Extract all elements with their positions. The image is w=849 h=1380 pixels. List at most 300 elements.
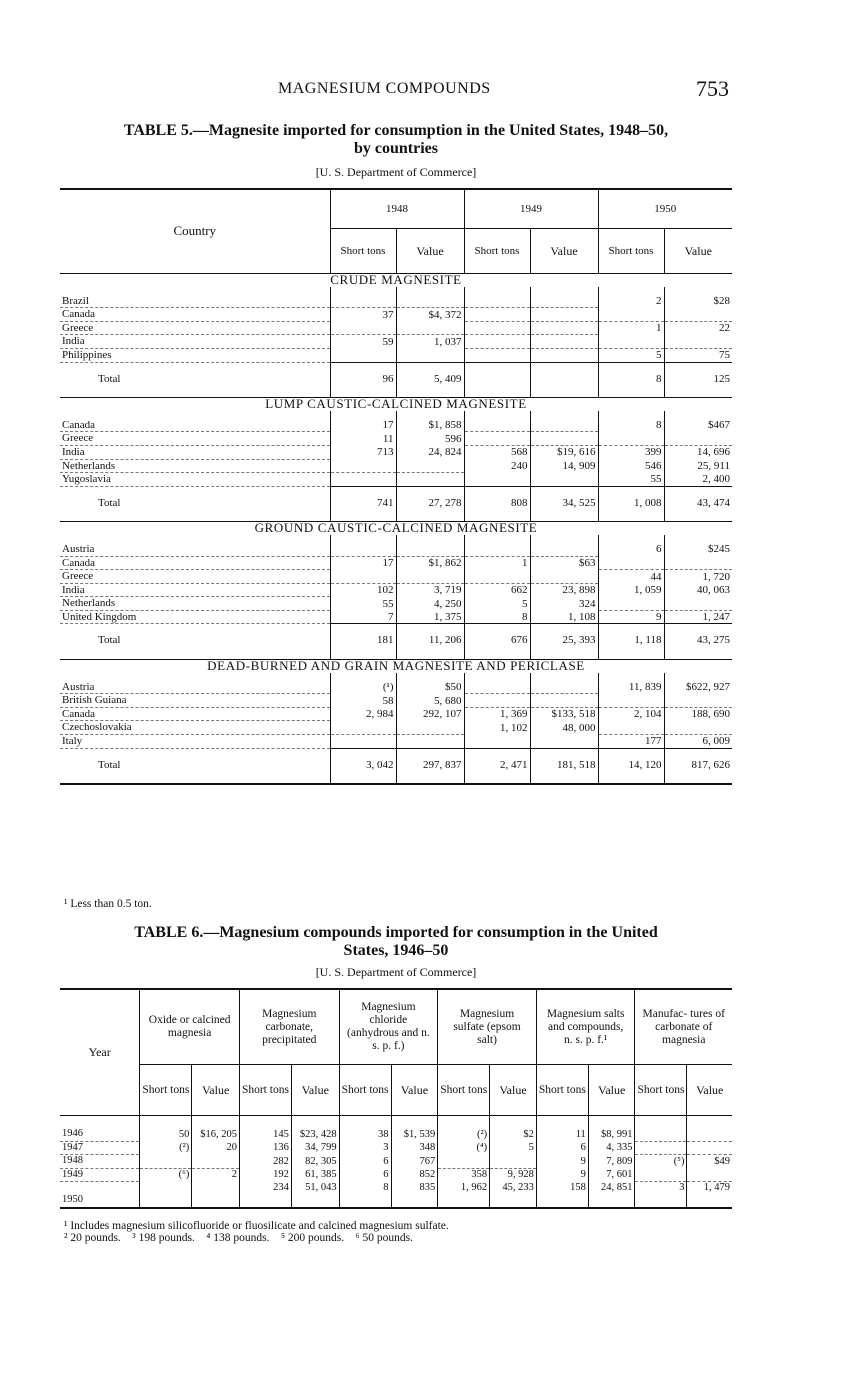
table6-cell: 7, 809 [588, 1155, 635, 1169]
table6-cell [687, 1116, 732, 1142]
table5-country: India [60, 335, 330, 349]
table5-total-label: Total [98, 634, 121, 647]
table5-cell [530, 287, 598, 308]
table6-cell: 9 [536, 1155, 588, 1169]
table5-cell: $28 [664, 287, 732, 308]
table6-col-value: Value [687, 1065, 732, 1116]
table6-cell: 61, 385 [291, 1168, 339, 1182]
table5-total-cell: 2, 471 [464, 748, 530, 784]
table5-total-cell: 808 [464, 486, 530, 522]
table5-cell: $467 [664, 411, 732, 432]
table6-cell: (²) [140, 1141, 192, 1155]
table5-cell: 4, 250 [396, 597, 464, 611]
table5-total-cell: 43, 275 [664, 624, 732, 660]
table5-cell: (¹) [330, 673, 396, 694]
table6-cell: 192 [239, 1168, 291, 1182]
table6-cell: 1, 962 [438, 1182, 490, 1208]
table5-total-cell: 817, 626 [664, 748, 732, 784]
table6-cell: (⁵) [635, 1155, 687, 1169]
table5-cell: 324 [530, 597, 598, 611]
table6-col-value: Value [588, 1065, 635, 1116]
table5-cell: 75 [664, 348, 732, 362]
table5-cell: 5, 680 [396, 694, 464, 708]
table5-cell [598, 335, 664, 349]
table5-cell: 17 [330, 411, 396, 432]
table5-title [60, 122, 732, 158]
table5-cell [464, 321, 530, 335]
table5-country: Austria [60, 673, 330, 694]
table5-total-cell: 181 [330, 624, 396, 660]
table5-country: British Guiana [60, 694, 330, 708]
table5-total-cell: 181, 518 [530, 748, 598, 784]
table5-cell: 40, 063 [664, 583, 732, 597]
table5-cell: 102 [330, 583, 396, 597]
table5-country: Greece [60, 432, 330, 446]
table6-cell: 835 [391, 1182, 438, 1208]
table5-total-cell: 96 [330, 362, 396, 398]
table5-cell [598, 308, 664, 322]
table5-total-cell: 5, 409 [396, 362, 464, 398]
table5-cell [330, 473, 396, 487]
table5-total-row [60, 748, 732, 784]
table6-cell: 9 [536, 1168, 588, 1182]
table5-cell: 1, 720 [664, 570, 732, 584]
table5-cell [464, 673, 530, 694]
table6-col-short-tons: Short tons [635, 1065, 687, 1116]
table6-cell: 282 [239, 1155, 291, 1169]
table5-cell [530, 570, 598, 584]
table5-cell: 17 [330, 556, 396, 570]
table5-cell [330, 459, 396, 473]
table5-cell: 1, 247 [664, 610, 732, 624]
table5-cell: 1, 102 [464, 721, 530, 735]
table5-cell: 8 [464, 610, 530, 624]
table-row [60, 735, 732, 749]
table6-footnote-2: ² 20 pounds. ³ 198 pounds. ⁴ 138 pounds. ⁵ 200 pounds. ⁶ 50 pounds. [64, 1232, 413, 1244]
table5-cell: 240 [464, 459, 530, 473]
table6-cell: $2 [490, 1116, 537, 1142]
table5-country: Italy [60, 735, 330, 749]
table-row [60, 287, 732, 308]
table6-cell: 6 [339, 1168, 391, 1182]
table6-cell [635, 1116, 687, 1142]
table5-cell: $1, 858 [396, 411, 464, 432]
table5-total-cell: 8 [598, 362, 664, 398]
table6-year: 1948 [60, 1155, 140, 1169]
table6-cell [490, 1155, 537, 1169]
table5-country: United Kingdom [60, 610, 330, 624]
table6-cell: 1, 479 [687, 1182, 732, 1208]
table5-cell: 11, 839 [598, 673, 664, 694]
table6-cell: (⁴) [438, 1141, 490, 1155]
table5-cell: $1, 862 [396, 556, 464, 570]
table-row [60, 1182, 732, 1208]
table5-cell [396, 459, 464, 473]
table-row [60, 445, 732, 459]
table6-col-year: Year [60, 989, 140, 1116]
table5-cell: 399 [598, 445, 664, 459]
table6-source: [U. S. Department of Commerce] [315, 965, 477, 979]
table5-title-line1: TABLE 5.—Magnesite imported for consumption in the United States, 1948–50, [123, 122, 669, 139]
table5-cell: 713 [330, 445, 396, 459]
table5-country: Philippines [60, 348, 330, 362]
table5-total-cell: 741 [330, 486, 396, 522]
table6-cell: 24, 851 [588, 1182, 635, 1208]
table5-cell [330, 348, 396, 362]
table6-title-line1: TABLE 6.—Magnesium compounds imported for consumption in the United [134, 924, 658, 941]
table5-cell: 546 [598, 459, 664, 473]
table5-cell [530, 673, 598, 694]
table5-total-cell: 14, 120 [598, 748, 664, 784]
table5-cell: 14, 909 [530, 459, 598, 473]
table5-cell: 3, 719 [396, 583, 464, 597]
table5-country: Canada [60, 308, 330, 322]
table6-group-header: Magnesium chloride (anhydrous and n. s. p. f.) [339, 989, 438, 1065]
table5-country: Canada [60, 556, 330, 570]
table5-cell: 44 [598, 570, 664, 584]
table6-cell [635, 1168, 687, 1182]
table5-total-cell: 25, 393 [530, 624, 598, 660]
table6-cell [687, 1141, 732, 1155]
table5-total-cell: 43, 474 [664, 486, 732, 522]
table5-year-1949: 1949 [464, 189, 598, 229]
table5-cell [530, 321, 598, 335]
table5-cell: 1, 037 [396, 335, 464, 349]
table-row [60, 348, 732, 362]
table5-cell [464, 535, 530, 556]
table-row [60, 432, 732, 446]
table6-cell: 82, 305 [291, 1155, 339, 1169]
table6-group-header: Magnesium sulfate (epsom salt) [438, 989, 537, 1065]
table6-cell: 50 [140, 1116, 192, 1142]
table6-cell: 348 [391, 1141, 438, 1155]
table6-cell: 11 [536, 1116, 588, 1142]
table5-cell [464, 473, 530, 487]
table5-cell [664, 308, 732, 322]
table5-cell [464, 335, 530, 349]
table-row [60, 459, 732, 473]
table5-cell: 188, 690 [664, 707, 732, 721]
table6-cell: 4, 335 [588, 1141, 635, 1155]
table5-country: Austria [60, 535, 330, 556]
table6-cell: 51, 043 [291, 1182, 339, 1208]
table5-cell [464, 308, 530, 322]
table6-cell: 7, 601 [588, 1168, 635, 1182]
table5-cell [530, 694, 598, 708]
table-row [60, 597, 732, 611]
table6-year: 1950 [60, 1182, 140, 1208]
table5-cell: 55 [598, 473, 664, 487]
table5-col-short-tons: Short tons [464, 229, 530, 274]
table5-country: Czechoslovakia [60, 721, 330, 735]
table6-cell: 852 [391, 1168, 438, 1182]
table6-cell: 34, 799 [291, 1141, 339, 1155]
table6-col-short-tons: Short tons [239, 1065, 291, 1116]
table5-source: [U. S. Department of Commerce] [315, 165, 477, 179]
table6-cell: $49 [687, 1155, 732, 1169]
table-row [60, 1168, 732, 1182]
table5-year-1950: 1950 [598, 189, 732, 229]
table6-title [60, 924, 732, 960]
table6-cell: 45, 233 [490, 1182, 537, 1208]
table6-cell [192, 1182, 240, 1208]
page-number: 753 [696, 76, 729, 101]
table5-section-title: DEAD-BURNED AND GRAIN MAGNESITE AND PERICLASE [207, 658, 585, 674]
table5-section-title: CRUDE MAGNESITE [330, 272, 462, 287]
table5-cell: 24, 824 [396, 445, 464, 459]
table6-cell: 158 [536, 1182, 588, 1208]
table6-year: 1946 [60, 1116, 140, 1142]
table5-cell [396, 321, 464, 335]
table6-cell: 38 [339, 1116, 391, 1142]
table5-cell [530, 348, 598, 362]
table6-cell [438, 1155, 490, 1169]
table5-total-cell: 297, 837 [396, 748, 464, 784]
table6-col-short-tons: Short tons [536, 1065, 588, 1116]
table5-total-row [60, 362, 732, 398]
table5-cell [330, 287, 396, 308]
table5-cell [598, 721, 664, 735]
table-row [60, 535, 732, 556]
table6-cell [192, 1155, 240, 1169]
table5-cell [464, 348, 530, 362]
table5-col-value: Value [396, 229, 464, 274]
table5-cell [598, 694, 664, 708]
table6-cell: 136 [239, 1141, 291, 1155]
table5-cell: 177 [598, 735, 664, 749]
table5-total-cell: 3, 042 [330, 748, 396, 784]
table5-cell: 59 [330, 335, 396, 349]
table5-cell: 37 [330, 308, 396, 322]
table5-cell [464, 570, 530, 584]
table5-cell [530, 411, 598, 432]
table5-total-cell: 34, 525 [530, 486, 598, 522]
table6-group-header: Manufac- tures of carbonate of magnesia [635, 989, 732, 1065]
table6-cell: 3 [339, 1141, 391, 1155]
table-row [60, 610, 732, 624]
table5-cell: $4, 372 [396, 308, 464, 322]
table5-cell [330, 570, 396, 584]
table5-cell [598, 597, 664, 611]
table5-cell [396, 348, 464, 362]
table5-cell: 2 [598, 287, 664, 308]
table5-cell: 11 [330, 432, 396, 446]
table5-cell [396, 570, 464, 584]
table5-cell: $50 [396, 673, 464, 694]
table5-total-row [60, 624, 732, 660]
table6-footnote-1: ¹ Includes magnesium silicofluoride or fluosilicate and calcined magnesium sulfate. [64, 1220, 449, 1232]
table5-total-cell: 27, 278 [396, 486, 464, 522]
table-row [60, 411, 732, 432]
table-row [60, 556, 732, 570]
table5-cell [530, 735, 598, 749]
table5-cell [664, 432, 732, 446]
table5-cell [598, 556, 664, 570]
table-row [60, 308, 732, 322]
table6-cell: (⁶) [140, 1168, 192, 1182]
table5-cell [464, 735, 530, 749]
table5-col-short-tons: Short tons [598, 229, 664, 274]
table5-cell [464, 432, 530, 446]
table5-cell [530, 308, 598, 322]
table5-country: Netherlands [60, 597, 330, 611]
table6-col-value: Value [391, 1065, 438, 1116]
table5-total-cell: 125 [664, 362, 732, 398]
table5-country: India [60, 445, 330, 459]
table6-cell: 2 [192, 1168, 240, 1182]
table5-cell [396, 535, 464, 556]
table5-total-cell: 1, 118 [598, 624, 664, 660]
table5-cell [664, 694, 732, 708]
table6-cell: $8, 991 [588, 1116, 635, 1142]
table6-cell: 767 [391, 1155, 438, 1169]
table-row [60, 1116, 732, 1142]
table5-cell: 1, 108 [530, 610, 598, 624]
table-row [60, 335, 732, 349]
table6-cell: 145 [239, 1116, 291, 1142]
table5-cell: 2, 400 [664, 473, 732, 487]
table5-country: Greece [60, 321, 330, 335]
table6-cell [140, 1155, 192, 1169]
table6-cell: 8 [339, 1182, 391, 1208]
table6-year: 1947 [60, 1141, 140, 1155]
table6-col-value: Value [291, 1065, 339, 1116]
table5-cell: 1 [598, 321, 664, 335]
table5-section-title: GROUND CAUSTIC-CALCINED MAGNESITE [254, 520, 538, 536]
table5-cell [330, 721, 396, 735]
table5-cell: $245 [664, 535, 732, 556]
table-row [60, 721, 732, 735]
table6-col-value: Value [490, 1065, 537, 1116]
table6-group-header: Magnesium carbonate, precipitated [239, 989, 339, 1065]
running-head: MAGNESIUM COMPOUNDS [278, 80, 491, 97]
table5-col-country: Country [60, 189, 330, 274]
table5-cell: 2, 984 [330, 707, 396, 721]
table6-cell: 6 [536, 1141, 588, 1155]
table5-total-cell: 1, 008 [598, 486, 664, 522]
table5-cell [598, 432, 664, 446]
table6-cell [635, 1141, 687, 1155]
table-row [60, 707, 732, 721]
table-row [60, 673, 732, 694]
table5-total-cell: 676 [464, 624, 530, 660]
table5-cell: 1, 059 [598, 583, 664, 597]
table5-cell: 14, 696 [664, 445, 732, 459]
table5-cell [530, 335, 598, 349]
table5-total-label: Total [98, 372, 121, 385]
table5-cell: 1, 369 [464, 707, 530, 721]
table5-cell: 1 [464, 556, 530, 570]
table5-cell [664, 556, 732, 570]
table5-cell [396, 735, 464, 749]
table5-country: Canada [60, 411, 330, 432]
table5-col-short-tons: Short tons [330, 229, 396, 274]
table5-total-label: Total [98, 496, 121, 509]
table6-title-line2: States, 1946–50 [343, 942, 449, 959]
table5-cell: 7 [330, 610, 396, 624]
table5-cell: 2, 104 [598, 707, 664, 721]
table6-cell: 20 [192, 1141, 240, 1155]
table5-col-value: Value [664, 229, 732, 274]
table5-cell: 1, 375 [396, 610, 464, 624]
table5-cell: 58 [330, 694, 396, 708]
table6-cell: $16, 205 [192, 1116, 240, 1142]
table-row [60, 694, 732, 708]
table5-total-cell: 11, 206 [396, 624, 464, 660]
table6-cell: (²) [438, 1116, 490, 1142]
table5-country: Greece [60, 570, 330, 584]
table5 [60, 188, 732, 785]
table6-group-header: Oxide or calcined magnesia [140, 989, 240, 1065]
table6-col-short-tons: Short tons [339, 1065, 391, 1116]
table5-cell [530, 535, 598, 556]
table5-col-value: Value [530, 229, 598, 274]
table-row [60, 583, 732, 597]
table5-cell: 23, 898 [530, 583, 598, 597]
table5-cell: 48, 000 [530, 721, 598, 735]
table6-footnotes [64, 1220, 764, 1244]
table5-cell: 596 [396, 432, 464, 446]
table5-cell [464, 287, 530, 308]
table5-cell: 568 [464, 445, 530, 459]
table5-total-label: Total [98, 758, 121, 771]
table5-cell: $622, 927 [664, 673, 732, 694]
table5-country: Yugoslavia [60, 473, 330, 487]
table5-country: India [60, 583, 330, 597]
table5-cell: 55 [330, 597, 396, 611]
table6-cell: $23, 428 [291, 1116, 339, 1142]
table5-cell [396, 473, 464, 487]
table6-cell [687, 1168, 732, 1182]
table5-total-cell [530, 362, 598, 398]
table5-cell: $19, 616 [530, 445, 598, 459]
table5-cell [396, 287, 464, 308]
table5-cell: 6 [598, 535, 664, 556]
table6-year: 1949 [60, 1168, 140, 1182]
table5-footnote: ¹ Less than 0.5 ton. [64, 898, 152, 910]
table5-cell [330, 321, 396, 335]
table-row [60, 473, 732, 487]
table-row [60, 570, 732, 584]
table5-cell: 25, 911 [664, 459, 732, 473]
table5-cell [530, 473, 598, 487]
table6-cell [140, 1182, 192, 1208]
table5-cell: $63 [530, 556, 598, 570]
table5-cell [330, 535, 396, 556]
table5-cell: 22 [664, 321, 732, 335]
table5-country: Brazil [60, 287, 330, 308]
table6 [60, 988, 732, 1209]
table5-section-title: LUMP CAUSTIC-CALCINED MAGNESITE [265, 396, 527, 412]
table6-col-short-tons: Short tons [140, 1065, 192, 1116]
table5-cell: 9 [598, 610, 664, 624]
table5-cell: 5 [598, 348, 664, 362]
table5-total-cell [464, 362, 530, 398]
table5-cell [464, 694, 530, 708]
table5-cell [530, 432, 598, 446]
table6-cell: 234 [239, 1182, 291, 1208]
table5-total-row [60, 486, 732, 522]
table5-cell: 5 [464, 597, 530, 611]
table5-cell: 662 [464, 583, 530, 597]
table5-cell: 8 [598, 411, 664, 432]
table6-col-value: Value [192, 1065, 240, 1116]
table6-cell: 6 [339, 1155, 391, 1169]
table5-cell: 6, 009 [664, 735, 732, 749]
table5-cell [330, 735, 396, 749]
table6-cell: $1, 539 [391, 1116, 438, 1142]
table-row [60, 1155, 732, 1169]
